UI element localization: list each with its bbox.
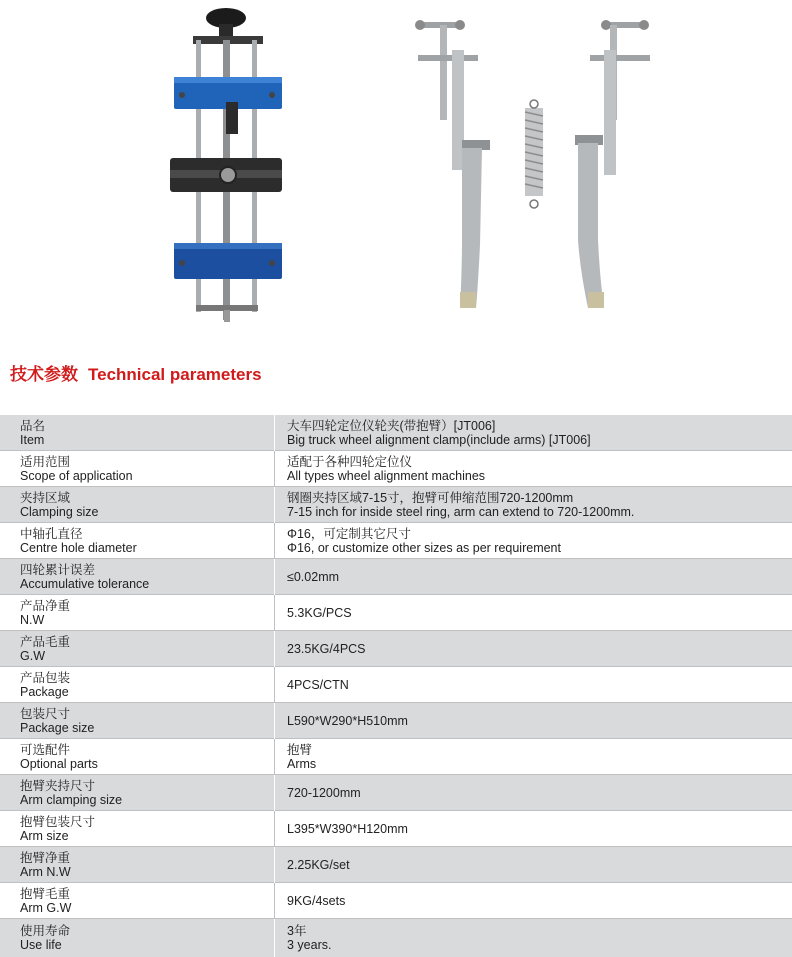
param-label-en: N.W bbox=[20, 612, 45, 627]
param-value-line: All types wheel alignment machines bbox=[287, 468, 486, 483]
param-label-zh: 四轮累计误差 bbox=[20, 562, 96, 577]
table-row bbox=[0, 559, 792, 595]
param-label-zh: 抱臂毛重 bbox=[20, 886, 71, 901]
param-label-zh: 产品毛重 bbox=[20, 634, 71, 649]
section-title bbox=[10, 360, 262, 385]
param-label bbox=[0, 415, 275, 451]
wheel-clamp-image bbox=[170, 8, 282, 322]
param-label bbox=[0, 883, 275, 919]
param-label bbox=[0, 487, 275, 523]
param-value-line: 3年 bbox=[287, 923, 307, 938]
param-value-line: 4PCS/CTN bbox=[287, 677, 349, 692]
table-row bbox=[0, 919, 792, 957]
table-row bbox=[0, 811, 792, 847]
param-label bbox=[0, 523, 275, 559]
param-label-zh: 包装尺寸 bbox=[20, 706, 71, 721]
table-row bbox=[0, 451, 792, 487]
param-value bbox=[275, 595, 792, 631]
param-label-zh: 产品包装 bbox=[20, 670, 71, 685]
param-label-en: Clamping size bbox=[20, 504, 99, 519]
param-label bbox=[0, 631, 275, 667]
param-label bbox=[0, 775, 275, 811]
param-label bbox=[0, 919, 275, 957]
param-value-line: 抱臂 bbox=[287, 742, 313, 757]
param-label-zh: 使用寿命 bbox=[20, 923, 71, 938]
param-value-line: Φ16, or customize other sizes as per requirement bbox=[287, 540, 561, 555]
param-value bbox=[275, 811, 792, 847]
table-row bbox=[0, 523, 792, 559]
table-row bbox=[0, 595, 792, 631]
arms-image bbox=[415, 20, 650, 308]
param-label-en: Arm N.W bbox=[20, 864, 71, 879]
param-label bbox=[0, 667, 275, 703]
param-value bbox=[275, 487, 792, 523]
param-label-zh: 抱臂净重 bbox=[20, 850, 71, 865]
param-label-en: G.W bbox=[20, 648, 45, 663]
param-label-zh: 品名 bbox=[20, 418, 46, 433]
param-label-zh: 抱臂包装尺寸 bbox=[20, 814, 96, 829]
table-row bbox=[0, 415, 792, 451]
param-label-zh: 夹持区域 bbox=[20, 490, 71, 505]
param-label-en: Package size bbox=[20, 720, 95, 735]
table-row bbox=[0, 775, 792, 811]
param-label-zh: 产品净重 bbox=[20, 598, 71, 613]
param-value bbox=[275, 415, 792, 451]
param-label bbox=[0, 595, 275, 631]
table-row bbox=[0, 487, 792, 523]
param-value bbox=[275, 739, 792, 775]
param-value-line: Arms bbox=[287, 756, 317, 771]
param-value-line: 23.5KG/4PCS bbox=[287, 641, 366, 656]
section-title-en: Technical parameters bbox=[88, 365, 262, 384]
param-label-en: Arm G.W bbox=[20, 900, 72, 915]
param-value-line: 720-1200mm bbox=[287, 785, 361, 800]
table-row bbox=[0, 739, 792, 775]
param-value-line: 5.3KG/PCS bbox=[287, 605, 352, 620]
param-value bbox=[275, 847, 792, 883]
param-value-line: ≤0.02mm bbox=[287, 569, 340, 584]
param-label-en: Item bbox=[20, 432, 45, 447]
product-photos bbox=[0, 0, 792, 340]
param-label-zh: 中轴孔直径 bbox=[20, 526, 83, 541]
param-value bbox=[275, 775, 792, 811]
param-label-en: Centre hole diameter bbox=[20, 540, 137, 555]
param-value-line: L590*W290*H510mm bbox=[287, 713, 408, 728]
param-value bbox=[275, 703, 792, 739]
param-value-line: 钢圈夹持区域7-15寸，抱臂可伸缩范围720-1200mm bbox=[287, 490, 574, 505]
param-label-en: Optional parts bbox=[20, 756, 98, 771]
param-label-en: Arm size bbox=[20, 828, 69, 843]
param-label bbox=[0, 811, 275, 847]
param-value bbox=[275, 451, 792, 487]
param-value bbox=[275, 883, 792, 919]
param-label bbox=[0, 847, 275, 883]
section-title-zh: 技术参数 bbox=[10, 365, 78, 384]
param-value-line: 大车四轮定位仪轮夹(带抱臂）[JT006] bbox=[287, 418, 496, 433]
param-label-zh: 抱臂夹持尺寸 bbox=[20, 778, 96, 793]
table-row bbox=[0, 667, 792, 703]
param-value bbox=[275, 631, 792, 667]
param-label bbox=[0, 703, 275, 739]
param-label-zh: 适用范围 bbox=[20, 454, 71, 469]
param-value-line: 3 years. bbox=[287, 937, 332, 952]
param-value bbox=[275, 919, 792, 957]
param-label-en: Accumulative tolerance bbox=[20, 576, 150, 591]
table-row bbox=[0, 883, 792, 919]
param-value-line: Φ16，可定制其它尺寸 bbox=[287, 526, 411, 541]
param-label-en: Scope of application bbox=[20, 468, 133, 483]
param-value bbox=[275, 559, 792, 595]
param-value-line: 适配于各种四轮定位仪 bbox=[287, 454, 413, 469]
param-label-en: Package bbox=[20, 684, 69, 699]
param-label bbox=[0, 451, 275, 487]
param-label bbox=[0, 739, 275, 775]
table-row bbox=[0, 631, 792, 667]
param-label-en: Arm clamping size bbox=[20, 792, 123, 807]
table-row bbox=[0, 703, 792, 739]
param-value bbox=[275, 667, 792, 703]
param-value-line: 7-15 inch for inside steel ring, arm can extend to 720-1200mm. bbox=[287, 504, 635, 519]
param-value-line: 2.25KG/set bbox=[287, 857, 350, 872]
param-label bbox=[0, 559, 275, 595]
param-value-line: Big truck wheel alignment clamp(include arms) [JT006] bbox=[287, 432, 591, 447]
table-row bbox=[0, 847, 792, 883]
param-label-zh: 可选配件 bbox=[20, 742, 71, 757]
param-label-en: Use life bbox=[20, 937, 62, 952]
parameters-table bbox=[0, 414, 792, 957]
param-value bbox=[275, 523, 792, 559]
param-value-line: 9KG/4sets bbox=[287, 893, 346, 908]
param-value-line: L395*W390*H120mm bbox=[287, 821, 408, 836]
